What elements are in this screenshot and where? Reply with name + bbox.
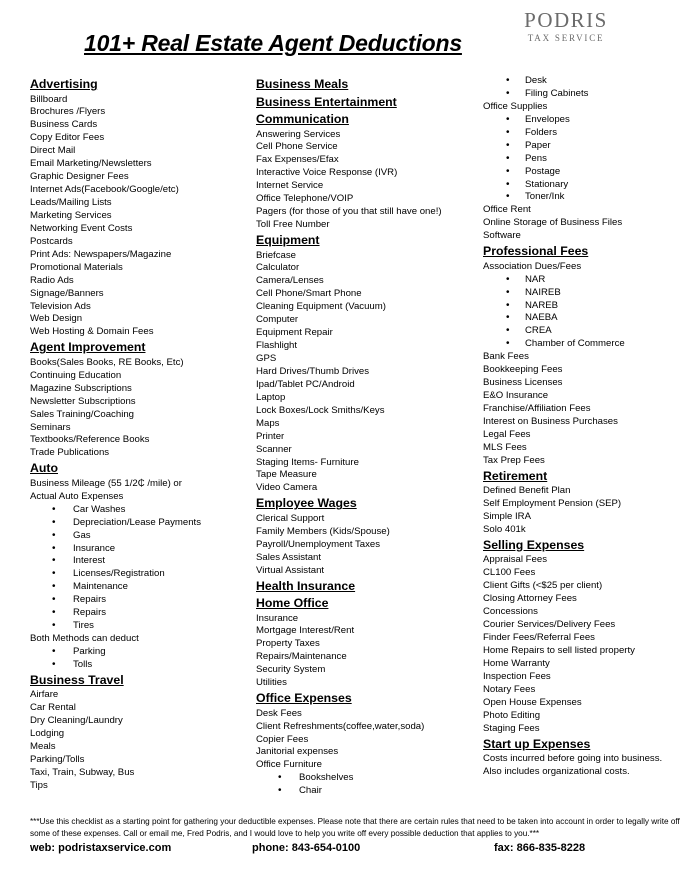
list-item: Flashlight: [256, 340, 298, 352]
list-item: Clerical Support: [256, 512, 325, 524]
list-item: Pagers (for those of you that still have one!): [256, 206, 442, 218]
list-item: Video Camera: [256, 482, 318, 494]
section-heading: Auto: [30, 461, 58, 476]
section-heading: Home Office: [256, 596, 329, 610]
list-item: Staging Items- Furniture: [256, 456, 359, 468]
list-item: Insurance: [256, 612, 299, 624]
list-item: Simple IRA: [483, 511, 531, 523]
list-item: Desk Fees: [256, 707, 302, 719]
bullet-item: • NAREB: [483, 300, 693, 313]
bullet-item: • Tires: [30, 620, 250, 633]
list-item: Taxi, Train, Subway, Bus: [30, 767, 135, 778]
list-item: Home Repairs to sell listed property: [483, 645, 635, 656]
list-item: Brochures /Flyers: [30, 106, 106, 118]
section-heading: Health Insurance: [256, 578, 356, 593]
list-item: Mortgage Interest/Rent: [256, 625, 355, 637]
list-item: Dry Cleaning/Laundry: [30, 715, 123, 727]
list-item: Tax Prep Fees: [483, 454, 545, 466]
list-item: Print Ads: Newspapers/Magazine: [30, 248, 172, 260]
bullet-item: • Gas: [30, 530, 250, 543]
list-item: Sales Training/Coaching: [30, 408, 134, 420]
bullet-item: • NAR: [483, 274, 693, 287]
list-item: Legal Fees: [483, 428, 531, 440]
list-item: Briefcase: [256, 249, 296, 261]
bullet-item: • Paper: [483, 140, 693, 153]
list-item: Closing Attorney Fees: [483, 593, 577, 605]
list-item: Notary Fees: [483, 683, 536, 695]
list-item: Sales Assistant: [256, 551, 322, 563]
list-item: Office Rent: [483, 204, 531, 216]
list-item: Business Licenses: [483, 377, 563, 389]
footer-fax: fax: 866-835-8228: [494, 842, 586, 854]
list-item: Office Supplies: [483, 100, 548, 112]
bullet-item: • Desk: [483, 75, 693, 88]
list-item: Lock Boxes/Lock Smiths/Keys: [256, 404, 385, 416]
list-item: Marketing Services: [30, 209, 112, 221]
list-item: Cell Phone/Smart Phone: [256, 288, 362, 300]
bullet-item: • Repairs: [30, 607, 250, 620]
list-item: Camera/Lenses: [256, 275, 324, 287]
list-item: Books(Sales Books, RE Books, Etc): [30, 356, 184, 368]
list-item: E&O Insurance: [483, 390, 549, 402]
list-item: Actual Auto Expenses: [30, 490, 124, 502]
section-heading: Agent Improvement: [30, 340, 146, 355]
list-item: Solo 401k: [483, 524, 526, 535]
list-item: Appraisal Fees: [483, 554, 547, 566]
list-item: Car Rental: [30, 702, 76, 714]
bullet-item: • Insurance: [30, 543, 250, 556]
bullet-item: • Chamber of Commerce: [483, 338, 693, 351]
list-item: Inspection Fees: [483, 670, 551, 682]
list-item: Promotional Materials: [30, 261, 123, 273]
list-item: Postcards: [30, 235, 73, 247]
list-item: Equipment Repair: [256, 327, 333, 339]
footer-disclaimer: ***Use this checklist as a starting point for gathering your deductible expenses. Please note that there are certain rules that need to be taken into account in order to legally write off some of these expenses. Call or email me, Fred Podris, and I would love to help you write off every possible deduction that applies to you.***: [30, 817, 680, 838]
column-3: [483, 75, 693, 779]
section-heading: Start up Expenses: [483, 736, 591, 751]
section-heading: Business Meals: [256, 77, 349, 91]
bullet-item: • Postage: [483, 166, 693, 179]
section-heading: Employee Wages: [256, 496, 357, 511]
logo-name: PODRIS: [524, 8, 608, 32]
bullet-item: • Filing Cabinets: [483, 88, 693, 101]
list-item: Staging Fees: [483, 722, 540, 734]
list-item: Lodging: [30, 728, 65, 740]
company-logo: [506, 8, 626, 44]
footer-website: web: podristaxservice.com: [30, 842, 172, 854]
column-2: [256, 76, 480, 798]
list-item: Business Mileage (55 1/2₵ /mile) or: [30, 477, 182, 489]
list-item: Payroll/Unemployment Taxes: [256, 538, 381, 550]
list-item: Toll Free Number: [256, 219, 330, 231]
list-item: Networking Event Costs: [30, 222, 133, 234]
list-item: Bookkeeping Fees: [483, 364, 563, 376]
list-item: Copier Fees: [256, 733, 309, 745]
section-heading: Equipment: [256, 233, 320, 247]
list-item: Hard Drives/Thumb Drives: [256, 365, 370, 377]
list-item: Textbooks/Reference Books: [30, 434, 150, 446]
list-item: Cell Phone Service: [256, 141, 338, 153]
list-item: Franchise/Affiliation Fees: [483, 403, 591, 414]
list-item: Client Gifts (<$25 per client): [483, 580, 603, 592]
list-item: Ipad/Tablet PC/Android: [256, 378, 355, 390]
list-item: Leads/Mailing Lists: [30, 197, 112, 208]
list-item: Defined Benefit Plan: [483, 485, 571, 497]
list-item: Maps: [256, 417, 280, 429]
bullet-item: • Interest: [30, 555, 250, 568]
list-item: Magazine Subscriptions: [30, 382, 132, 394]
list-item: Answering Services: [256, 128, 341, 140]
list-item: Courier Services/Delivery Fees: [483, 619, 616, 631]
section-heading: Selling Expenses: [483, 537, 585, 552]
list-item: Computer: [256, 314, 299, 326]
list-item: Signage/Banners: [30, 287, 104, 299]
list-item: Business Cards: [30, 119, 98, 131]
list-item: Fax Expenses/Efax: [256, 154, 339, 166]
list-item: Costs incurred before going into business.: [483, 753, 663, 765]
list-item: Also includes organizational costs.: [483, 766, 630, 777]
bullet-item: • Repairs: [30, 594, 250, 607]
bullet-item: • Licenses/Registration: [30, 568, 250, 581]
list-item: Self Employment Pension (SEP): [483, 498, 622, 510]
list-item: Copy Editor Fees: [30, 132, 105, 144]
bullet-item: • Stationary: [483, 179, 693, 192]
list-item: Printer: [256, 430, 285, 442]
section-heading: Communication: [256, 112, 349, 126]
list-item: Both Methods can deduct: [30, 633, 139, 645]
bullet-item: • Car Washes: [30, 504, 250, 517]
list-item: Property Taxes: [256, 638, 320, 650]
bullet-item: • Maintenance: [30, 581, 250, 594]
list-item: GPS: [256, 353, 277, 364]
bullet-item: • Tolls: [30, 659, 250, 672]
list-item: Photo Editing: [483, 709, 541, 721]
list-item: Calculator: [256, 262, 300, 274]
list-item: Direct Mail: [30, 145, 76, 157]
bullet-item: • CREA: [483, 325, 693, 338]
list-item: Billboard: [30, 93, 68, 105]
section-heading: Advertising: [30, 77, 98, 91]
list-item: Online Storage of Business Files: [483, 217, 623, 229]
list-item: Cleaning Equipment (Vacuum): [256, 301, 386, 313]
list-item: Radio Ads: [30, 274, 74, 286]
list-item: Association Dues/Fees: [483, 260, 582, 272]
bullet-item: • Parking: [30, 646, 250, 659]
list-item: Airfare: [30, 689, 59, 701]
list-item: Email Marketing/Newsletters: [30, 158, 152, 170]
list-item: Newsletter Subscriptions: [30, 395, 136, 407]
section-heading: Retirement: [483, 468, 548, 483]
list-item: CL100 Fees: [483, 567, 536, 579]
list-item: Office Furniture: [256, 759, 322, 771]
list-item: Graphic Designer Fees: [30, 171, 129, 183]
list-item: Concessions: [483, 606, 538, 618]
bullet-item: • Bookshelves: [256, 772, 480, 785]
list-item: MLS Fees: [483, 441, 527, 453]
list-item: Janitorial expenses: [256, 746, 339, 758]
list-item: Television Ads: [30, 300, 91, 312]
section-heading: Professional Fees: [483, 244, 589, 259]
bullet-item: • NAEBA: [483, 312, 693, 325]
footer-phone: phone: 843-654-0100: [252, 842, 361, 854]
list-item: Family Members (Kids/Spouse): [256, 525, 390, 537]
list-item: Finder Fees/Referral Fees: [483, 632, 595, 644]
list-item: Repairs/Maintenance: [256, 651, 347, 663]
list-item: Bank Fees: [483, 351, 529, 363]
list-item: Internet Service: [256, 180, 324, 192]
bullet-item: • Chair: [256, 785, 480, 798]
list-item: Interest on Business Purchases: [483, 415, 618, 427]
section-heading: Office Expenses: [256, 691, 352, 706]
list-item: Meals: [30, 741, 56, 753]
list-item: Laptop: [256, 391, 286, 403]
list-item: Open House Expenses: [483, 696, 582, 708]
list-item: Tips: [30, 779, 48, 791]
logo-tagline: TAX SERVICE: [527, 33, 605, 43]
bullet-item: • Depreciation/Lease Payments: [30, 517, 250, 530]
section-heading: Business Entertainment: [256, 94, 397, 109]
bullet-item: • NAIREB: [483, 287, 693, 300]
bullet-item: • Toner/Ink: [483, 191, 693, 204]
list-item: Office Telephone/VOIP: [256, 193, 354, 205]
bullet-item: • Envelopes: [483, 114, 693, 127]
list-item: Seminars: [30, 421, 71, 433]
list-item: Web Design: [30, 313, 83, 325]
list-item: Internet Ads(Facebook/Google/etc): [30, 184, 179, 196]
section-heading: Business Travel: [30, 672, 124, 687]
list-item: Home Warranty: [483, 657, 550, 669]
list-item: Web Hosting & Domain Fees: [30, 326, 154, 338]
list-item: Security System: [256, 664, 326, 676]
list-item: Parking/Tolls: [30, 754, 85, 766]
list-item: Trade Publications: [30, 447, 110, 459]
list-item: Software: [483, 230, 521, 242]
bullet-item: • Pens: [483, 153, 693, 166]
list-item: Scanner: [256, 443, 292, 455]
list-item: Virtual Assistant: [256, 564, 325, 576]
list-item: Interactive Voice Response (IVR): [256, 167, 398, 179]
list-item: Client Refreshments(coffee,water,soda): [256, 720, 425, 732]
list-item: Continuing Education: [30, 369, 122, 381]
list-item: Utilities: [256, 677, 287, 689]
bullet-item: • Folders: [483, 127, 693, 140]
page-title: 101+ Real Estate Agent Deductions: [84, 30, 462, 56]
column-1: [30, 76, 250, 793]
list-item: Tape Measure: [256, 469, 317, 481]
